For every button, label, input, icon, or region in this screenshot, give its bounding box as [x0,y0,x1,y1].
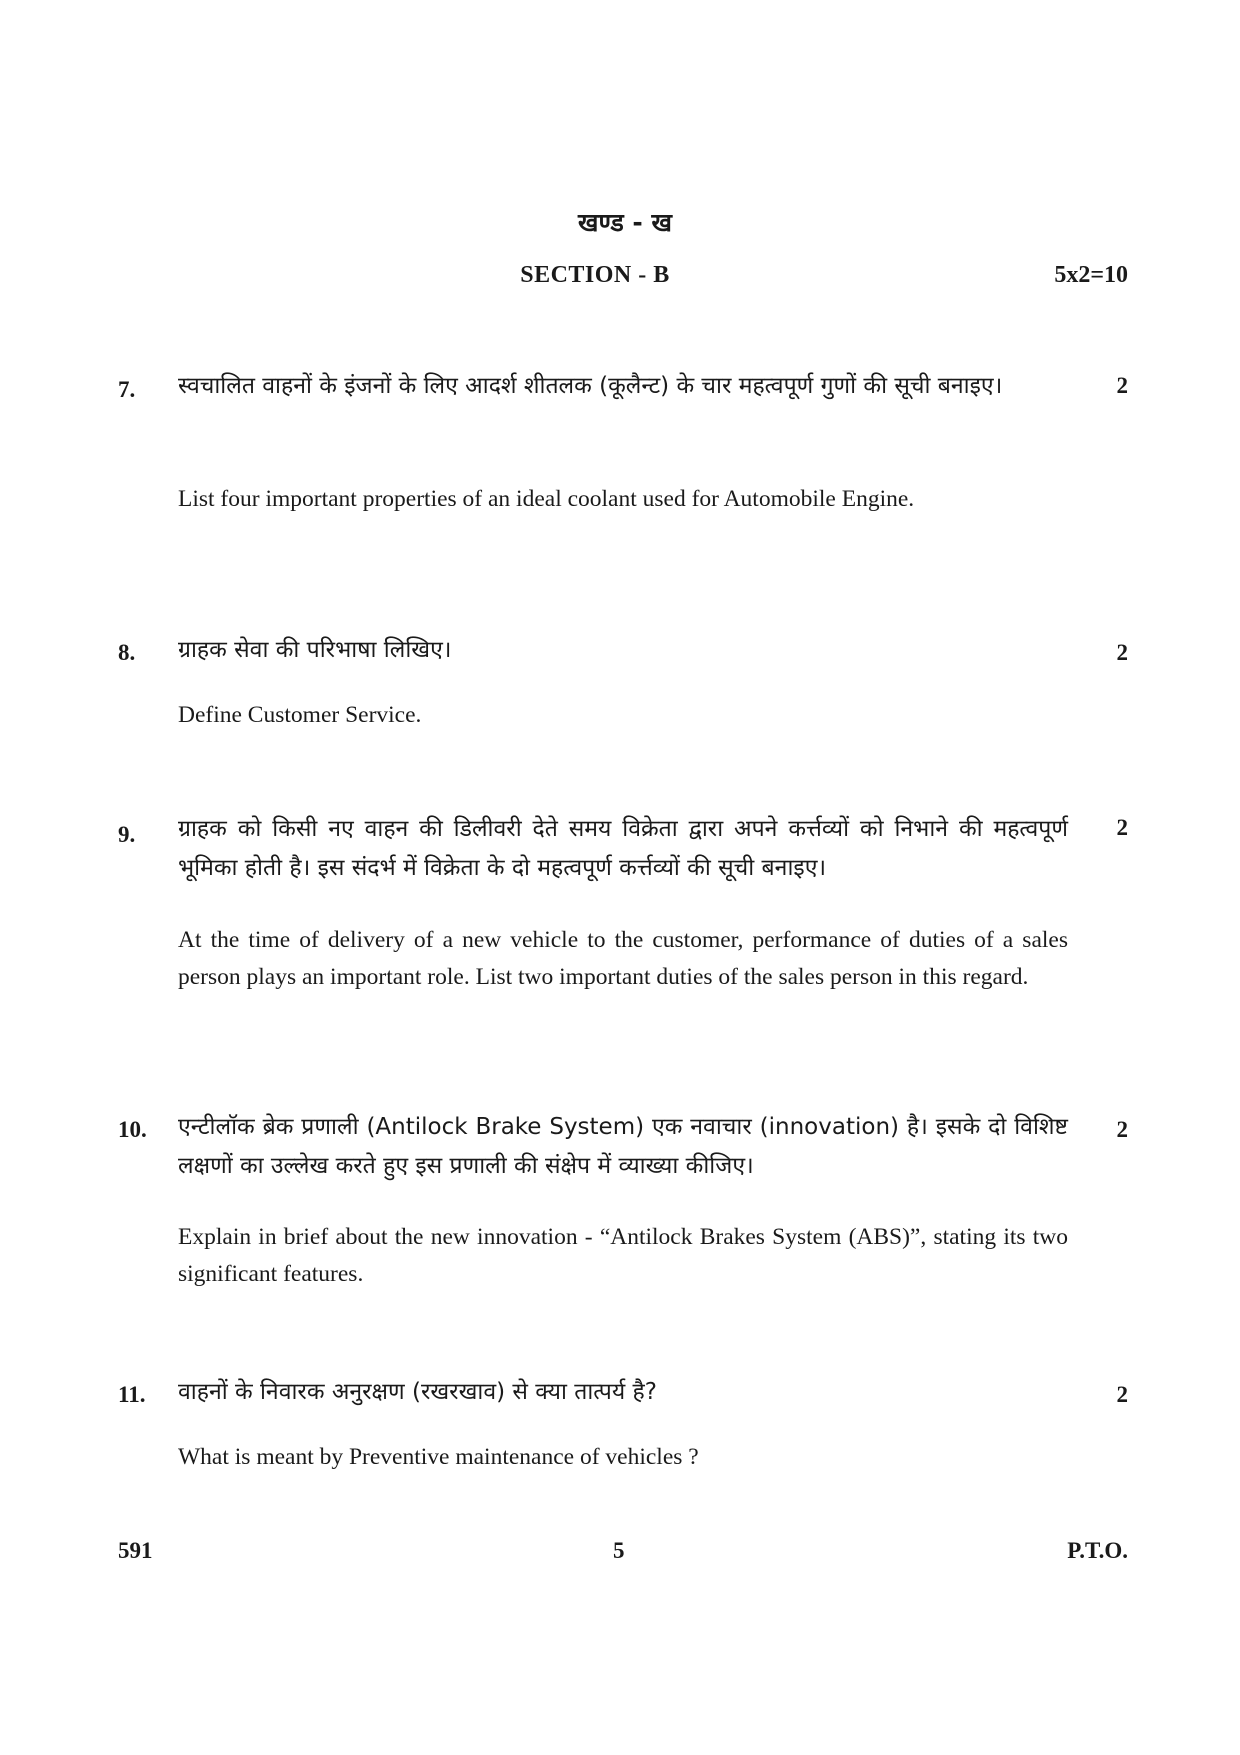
question-text-english: Explain in brief about the new innovation - “Antilock Brakes System (ABS)”, stating its two significant features. [178,1224,1068,1287]
question-marks: 2 [1116,1117,1128,1142]
question-marks: 2 [1116,373,1128,398]
section-title: SECTION - B [520,262,670,288]
question-number: 8. [118,640,136,665]
question-text-english: What is meant by Preventive maintenance of vehicles ? [178,1444,699,1470]
question-text-hindi: वाहनों के निवारक अनुरक्षण (रखरखाव) से क्या तात्पर्य है? [178,1379,657,1405]
question-marks: 2 [1116,815,1128,840]
question-text-english: At the time of delivery of a new vehicle to the customer, performance of duties of a sales person plays an important role. List two important duties of the sales person in this regard. [178,927,1068,990]
question-text-hindi: स्वचालित वाहनों के इंजनों के लिए आदर्श शीतलक (कूलैन्ट) के चार महत्वपूर्ण गुणों की सूची बनाइए। [178,373,1003,399]
page-number: 5 [613,1538,625,1563]
question-number: 11. [118,1382,146,1407]
please-turn-over: P.T.O. [1067,1538,1128,1563]
question-text-english: Define Customer Service. [178,702,422,728]
question-number: 9. [118,822,136,847]
question-number: 10. [118,1117,147,1142]
paper-code: 591 [118,1538,153,1563]
section-marks-total: 5x2=10 [1054,262,1128,288]
question-text-hindi: ग्राहक को किसी नए वाहन की डिलीवरी देते समय विक्रेता द्वारा अपने कर्त्तव्यों को निभाने की महत्वपूर्ण भूमिका होती है। इस संदर्भ में विक्रेता के दो महत्वपूर्ण कर्त्तव्यों की सूची बनाइए। [178,816,1068,881]
question-text-hindi: एन्टीलॉक ब्रेक प्रणाली (Antilock Brake System) एक नवाचार (innovation) है। इसके दो विशिष्ट लक्षणों का उल्लेख करते हुए इस प्रणाली की संक्षेप में व्याख्या कीजिए। [178,1114,1068,1179]
question-marks: 2 [1116,640,1128,665]
question-number: 7. [118,377,136,402]
question-text-hindi: ग्राहक सेवा की परिभाषा लिखिए। [178,637,452,663]
question-marks: 2 [1116,1382,1128,1407]
section-hindi-title: खण्ड - ख [578,208,672,237]
question-text-english: List four important properties of an ideal coolant used for Automobile Engine. [178,486,915,512]
